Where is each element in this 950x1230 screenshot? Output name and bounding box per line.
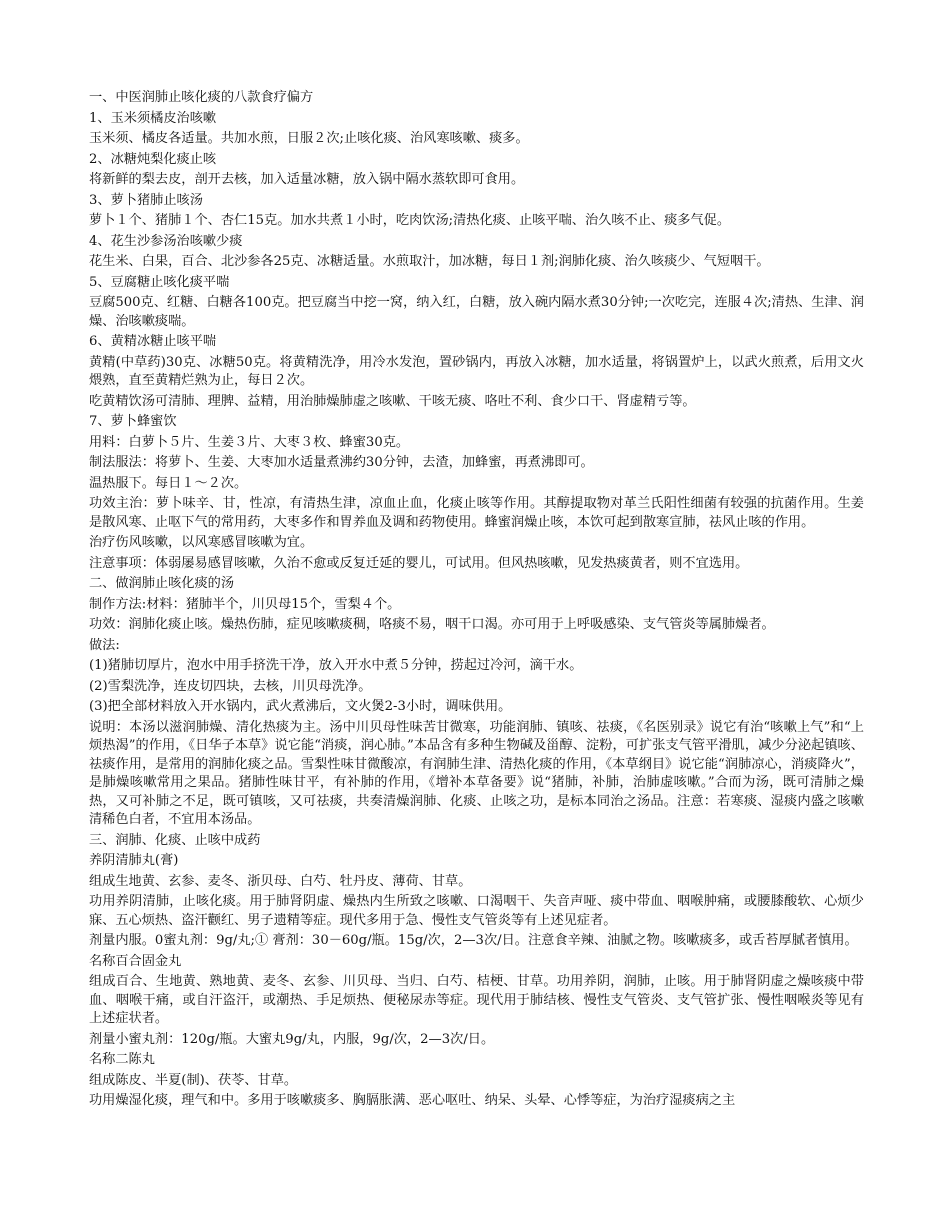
- paragraph: 萝卜１个、猪肺１个、杏仁15克。加水共煮１小时，吃肉饮汤;清热化痰、止咳平喘、治久咳不止、痰多气促。: [89, 213, 731, 228]
- paragraph: 组成生地黄、玄参、麦冬、浙贝母、白芍、牡丹皮、薄荷、甘草。: [89, 873, 472, 889]
- medicine-title: 养阴清肺丸(膏): [89, 853, 179, 868]
- recipe-title: 5、豆腐糖止咳化痰平喘: [89, 274, 230, 290]
- paragraph: (3)把全部材料放入开水锅内，武火煮沸后，文火煲2-3小时，调味供用。: [89, 699, 512, 714]
- paragraph: 将新鲜的梨去皮，剖开去核，加入适量冰糖，放入锅中隔水蒸软即可食用。: [89, 172, 525, 187]
- section-heading: 一、中医润肺止咳化痰的八款食疗偏方: [89, 90, 314, 105]
- medicine-title: 名称百合固金丸: [89, 953, 182, 969]
- recipe-title: 2、冰糖炖梨化痰止咳: [89, 151, 217, 167]
- paragraph: 制作方法:材料：猪肺半个，川贝母15个，雪梨４个。: [89, 596, 401, 612]
- paragraph: 黄精(中草药)30克、冰糖50克。将黄精洗净，用冷水发泡，置砂锅内，再放入冰糖，加水适量，将锅置炉上，以武火煎煮，后用文火煨熟，直至黄精烂熟为止，每日２次。: [89, 354, 864, 388]
- paragraph: 温热服下。每日１～２次。: [89, 475, 248, 491]
- paragraph: 豆腐500克、红糖、白糖各100克。把豆腐当中挖一窝，纳入红，白糖，放入碗内隔水煮30分钟;一次吃完，连服４次;清热、生津、润燥、治咳嗽痰喘。: [89, 295, 864, 329]
- paragraph: 组成百合、生地黄、熟地黄、麦冬、玄参、川贝母、当归、白芍、桔梗、甘草。功用养阴，润肺，止咳。用于肺肾阴虚之燥咳痰中带血、咽喉干痛，或自汗盗汗，或潮热、手足烦热、便秘尿赤等症。现代用于肺结核、慢性支气管炎、支气管扩张、慢性咽喉炎等见有上述症状者。: [89, 974, 864, 1026]
- paragraph: 用料：白萝卜５片、生姜３片、大枣３枚、蜂蜜30克。: [89, 434, 410, 450]
- paragraph: 功用养阴清肺，止咳化痰。用于肺肾阴虚、燥热内生所致之咳嗽、口渴咽干、失音声哑、痰中带血、咽喉肿痛，或腰膝酸软、心烦少寐、五心烦热、盗汗颧红、男子遗精等症。现代多用于急、慢性支气管炎等有上述见症者。: [89, 894, 864, 928]
- recipe-title: 3、萝卜猪肺止咳汤: [89, 192, 203, 208]
- paragraph: 做法:: [89, 637, 120, 653]
- paragraph: 花生米、白果，百合、北沙参各25克、冰糖适量。水煎取汁，加冰糖，每日１剂;润肺化痰、治久咳痰少、气短咽干。: [89, 254, 770, 269]
- medicine-title: 名称二陈丸: [89, 1052, 155, 1067]
- recipe-title: 1、玉米须橘皮治咳嗽: [89, 110, 217, 126]
- paragraph: 玉米须、橘皮各适量。共加水煎，日服２次;止咳化痰、治风寒咳嗽、痰多。: [89, 131, 529, 146]
- paragraph: (2)雪梨洗净，连皮切四块，去核，川贝母洗净。: [89, 678, 372, 694]
- recipe-title: 7、萝卜蜂蜜饮: [89, 414, 177, 429]
- section-heading: 二、做润肺止咳化痰的汤: [89, 576, 235, 591]
- paragraph: 注意事项：体弱屡易感冒咳嗽，久治不愈或反复迁延的婴儿，可试用。但风热咳嗽，见发热痰黄者，则不宜选用。: [89, 555, 749, 571]
- paragraph: 组成陈皮、半夏(制)、茯苓、甘草。: [89, 1072, 298, 1088]
- paragraph: 剂量内服。0蜜丸剂：9g/丸;① 膏剂：30－60g/瓶。15g/次，2—3次/日。注意食辛辣、油腻之物。咳嗽痰多，或舌苔厚腻者慎用。: [89, 933, 858, 948]
- recipe-title: 4、花生沙参汤治咳嗽少痰: [89, 233, 243, 249]
- section-heading: 三、润肺、化痰、止咳中成药: [89, 832, 261, 848]
- paragraph: 功用燥湿化痰，理气和中。多用于咳嗽痰多、胸膈胀满、恶心呕吐、纳呆、头晕、心悸等症，为治疗湿痰病之主: [89, 1093, 736, 1108]
- paragraph: (1)猪肺切厚片，泡水中用手挤洗干净，放入开水中煮５分钟，捞起过冷河，滴干水。: [89, 658, 583, 673]
- paragraph: 制法服法：将萝卜、生姜、大枣加水适量煮沸约30分钟，去渣，加蜂蜜，再煮沸即可。: [89, 455, 594, 470]
- paragraph: 吃黄精饮汤可清肺、理脾、益精，用治肺燥肺虚之咳嗽、干咳无痰、咯吐不利、食少口干、肾虚精亏等。: [89, 393, 696, 409]
- paragraph: 治疗伤风咳嗽，以风寒感冒咳嗽为宜。: [89, 535, 314, 550]
- recipe-title: 6、黄精冰糖止咳平喘: [89, 334, 217, 349]
- paragraph: 说明：本汤以滋润肺燥、清化热痰为主。汤中川贝母性味苦甘微寒，功能润肺、镇咳、祛痰，《名医别录》说它有治“咳嗽上气”和“上烦热渴”的作用，《日华子本草》说它能“消痰，润心肺。”本品含有多种生物碱及甾醇、淀粉，可扩张支气管平滑肌，减少分泌起镇咳、祛痰作用，是常用的润肺化痰之品。雪梨性味甘微酸凉，有润肺生津、清热化痰的作用，《本草纲目》说它能“润肺凉心，消痰降火”，是肺燥咳嗽常用之果品。猪肺性味甘平，有补肺的作用，《增补本草备要》说“猪肺，补肺，治肺虚咳嗽。”合而为汤，既可清肺之燥热，又可补肺之不足，既可镇咳，又可祛痰，共奏清燥润肺、化痰、止咳之功，是标本同治之汤品。注意：若寒痰、湿痰内盛之咳嗽清稀色白者，不宜用本汤品。: [89, 719, 864, 827]
- document-body: [89, 89, 864, 1113]
- paragraph: 功效主治：萝卜味辛、甘，性凉，有清热生津，凉血止血，化痰止咳等作用。其醇提取物对革兰氏阳性细菌有较强的抗菌作用。生姜是散风寒、止呕下气的常用药，大枣多作和胃养血及调和药物使用。蜂蜜润燥止咳，本饮可起到散寒宣肺，祛风止咳的作用。: [89, 496, 864, 530]
- paragraph: 功效：润肺化痰止咳。燥热伤肺，症见咳嗽痰稠，咯痰不易，咽干口渴。亦可用于上呼吸感染、支气管炎等属肺燥者。: [89, 617, 775, 632]
- paragraph: 剂量小蜜丸剂：120g/瓶。大蜜丸9g/丸，内服，9g/次，2—3次/日。: [89, 1031, 495, 1047]
